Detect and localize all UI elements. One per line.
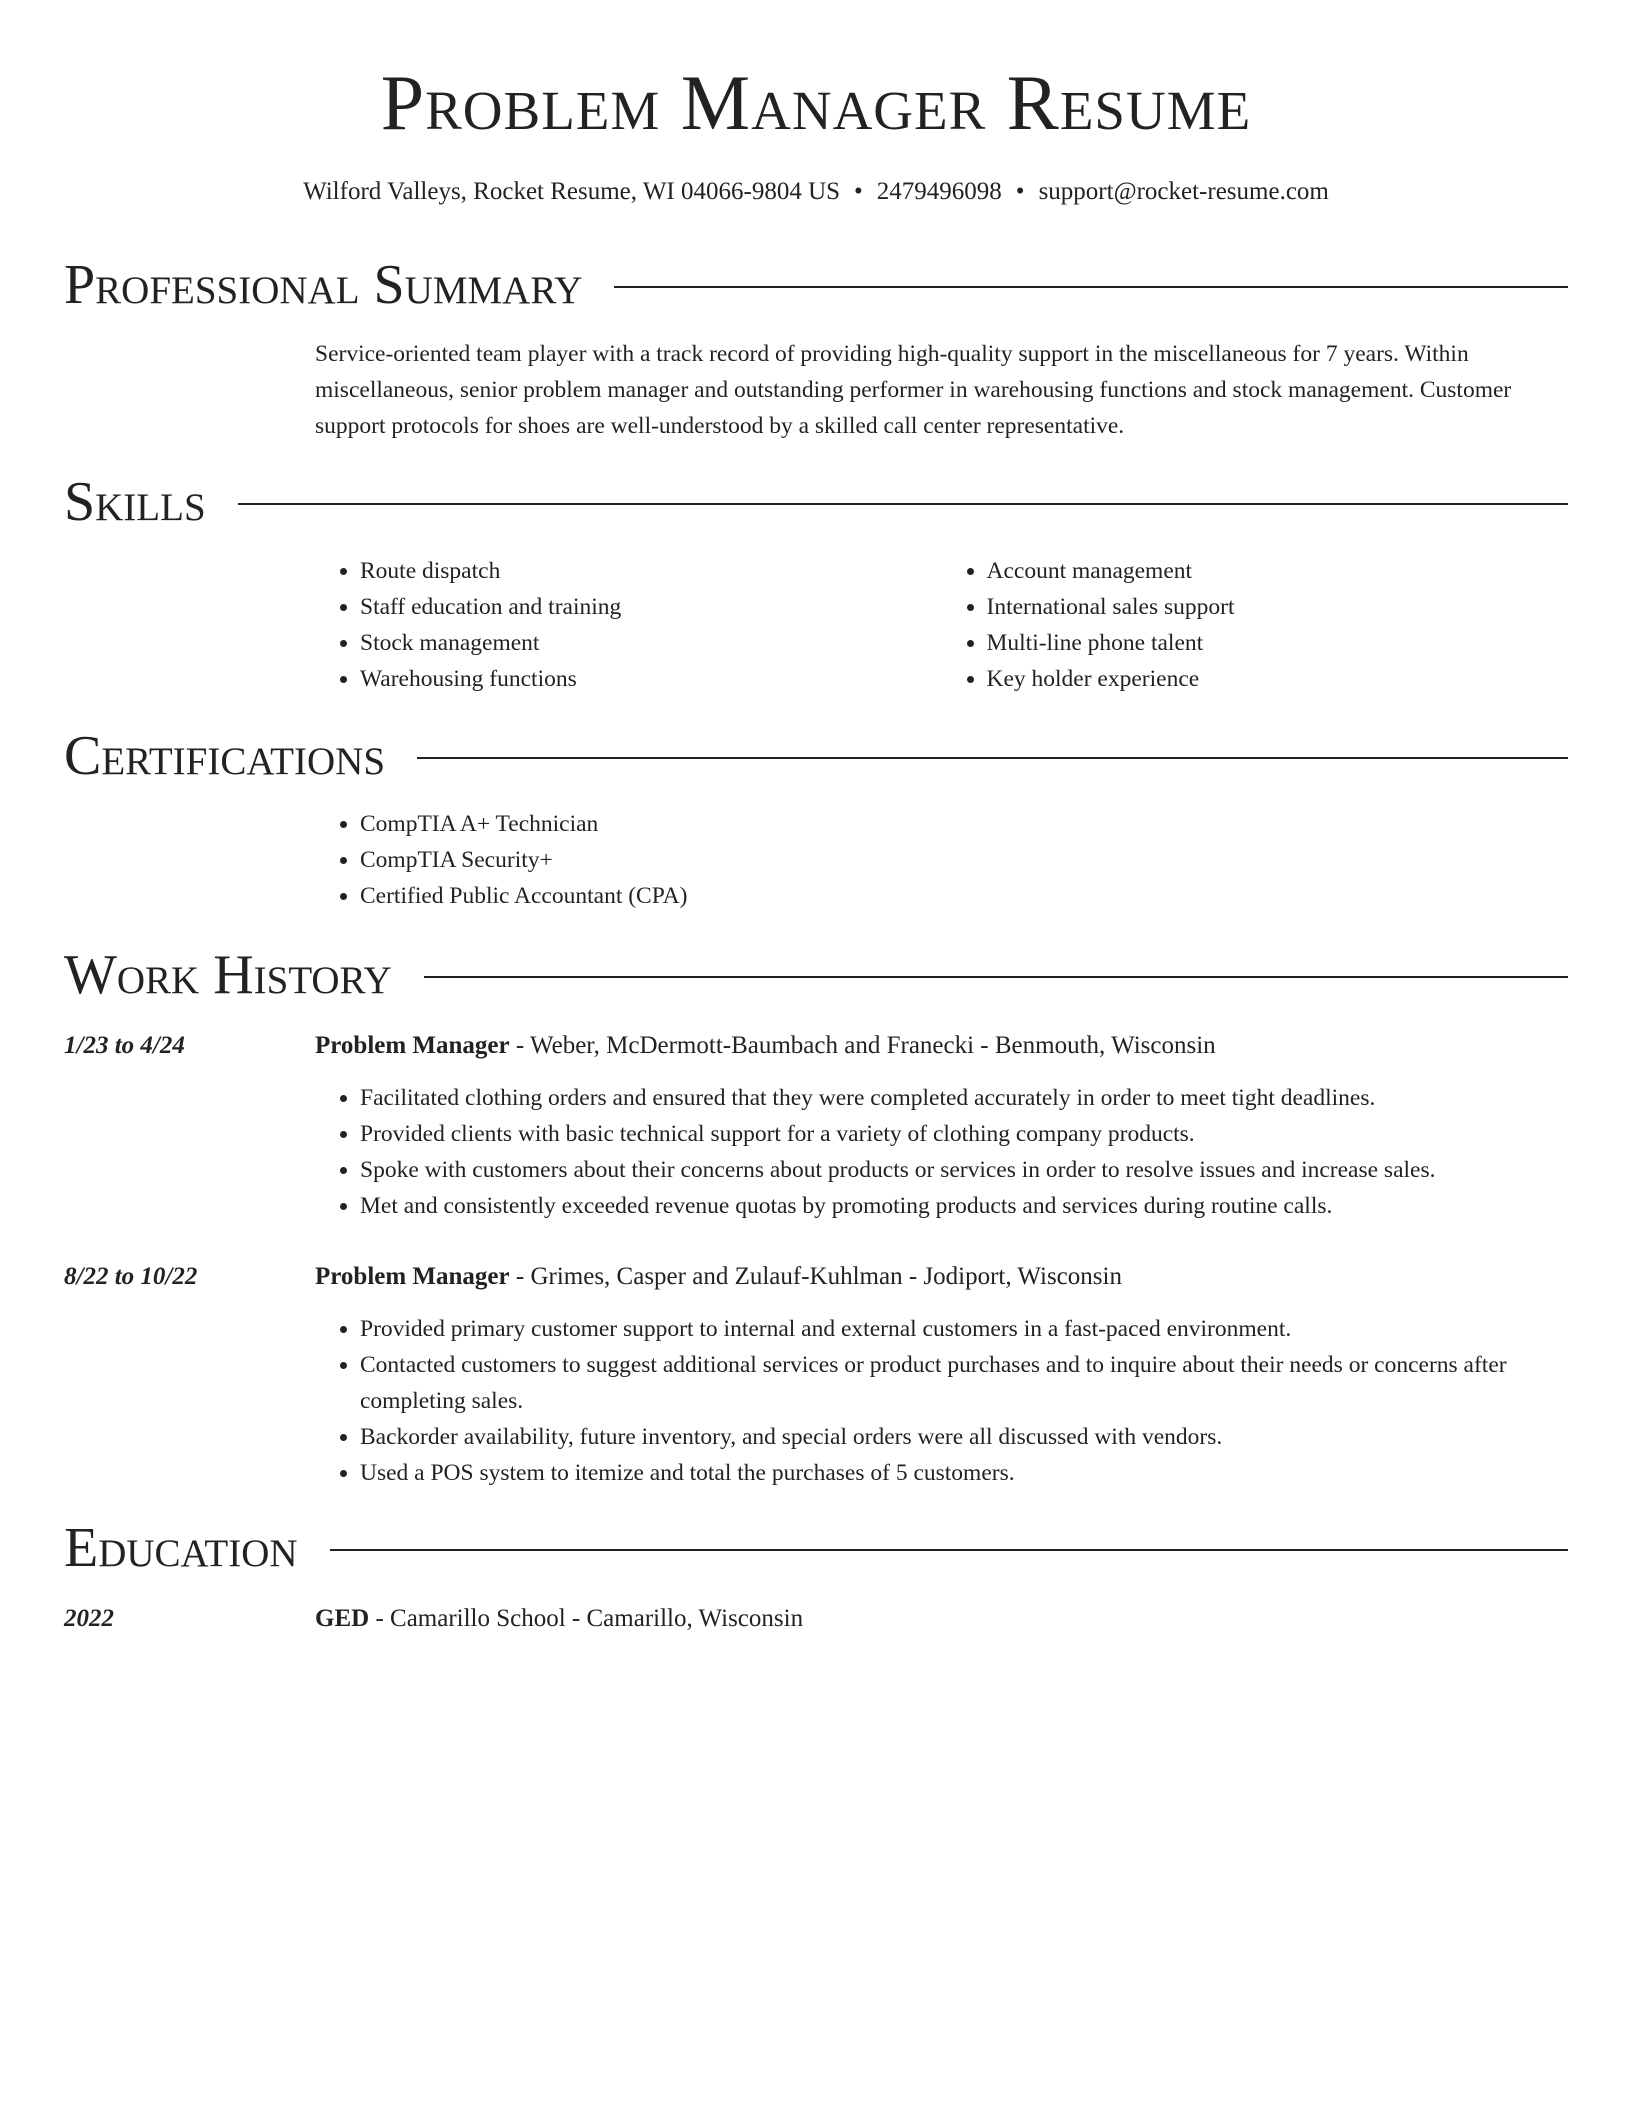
job-employer: - Grimes, Casper and Zulauf-Kuhlman - Jodiport, Wisconsin	[509, 1263, 1122, 1290]
section-header-skills	[64, 469, 1568, 535]
summary-section	[315, 336, 1568, 444]
certifications-list	[315, 806, 1568, 914]
job-bullet: • Backorder availability, future inventory, and special orders were all discussed with vendors.	[360, 1419, 1568, 1455]
section-header-summary	[64, 252, 1568, 318]
job-heading	[315, 1028, 1568, 1064]
contact-email: support@rocket-resume.com	[1038, 178, 1329, 205]
education-degree: GED	[315, 1605, 370, 1632]
skill-item: • Account management	[987, 553, 1569, 589]
section-title-summary: Professional Summary	[64, 254, 583, 316]
job-bullets	[315, 1080, 1568, 1224]
section-header-education	[64, 1515, 1568, 1581]
education-date: 2022	[64, 1605, 114, 1632]
education-entry	[315, 1601, 1568, 1653]
certifications-section	[315, 806, 1568, 914]
skills-section	[315, 553, 1568, 697]
skill-item: • Stock management	[360, 625, 942, 661]
section-header-certifications	[64, 723, 1568, 789]
contact-address: Wilford Valleys, Rocket Resume, WI 04066-9804 US	[303, 178, 841, 205]
job-bullet: • Met and consistently exceeded revenue quotas by promoting products and services during routine calls.	[360, 1188, 1568, 1224]
section-divider	[614, 286, 1568, 288]
section-divider	[417, 757, 1568, 759]
job-entry	[315, 1028, 1568, 1224]
section-title-education: Education	[64, 1517, 298, 1579]
skills-list-left	[315, 553, 942, 697]
section-title-skills: Skills	[64, 471, 206, 533]
skill-item: • Multi-line phone talent	[987, 625, 1569, 661]
section-divider	[330, 1549, 1568, 1551]
skill-item: • Warehousing functions	[360, 661, 942, 697]
contact-phone: 2479496098	[876, 178, 1002, 205]
job-bullet: • Spoke with customers about their concerns about products or services in order to resolve issues and increase sales.	[360, 1152, 1568, 1188]
skill-item: • Route dispatch	[360, 553, 942, 589]
summary-text: Service-oriented team player with a track record of providing high-quality support in the miscellaneous for 7 years. Within miscellaneous, senior problem manager and outstanding performer in warehousing functions and stock management. Customer support protocols for shoes are well-understood by a skilled call center representative.	[315, 341, 1512, 439]
resume-title: Problem Manager Resume	[380, 59, 1252, 146]
skill-item: • Key holder experience	[987, 661, 1569, 697]
contact-separator: •	[854, 178, 863, 205]
job-employer: - Weber, McDermott-Baumbach and Franecki - Benmouth, Wisconsin	[509, 1032, 1216, 1059]
job-role: Problem Manager	[315, 1032, 510, 1059]
certification-item: • CompTIA A+ Technician	[360, 806, 1568, 842]
section-title-certifications: Certifications	[64, 725, 386, 787]
job-role: Problem Manager	[315, 1263, 510, 1290]
education-heading	[315, 1601, 1568, 1637]
contact-separator: •	[1015, 178, 1025, 205]
section-divider	[424, 976, 1568, 978]
job-bullet: • Provided primary customer support to internal and external customers in a fast-paced environment.	[360, 1311, 1568, 1347]
job-heading	[315, 1259, 1568, 1295]
skills-list-right	[942, 553, 1569, 697]
education-school: - Camarillo School - Camarillo, Wisconsin	[369, 1605, 804, 1632]
skill-item: • International sales support	[987, 589, 1569, 625]
job-entry	[315, 1259, 1568, 1491]
job-bullet: • Provided clients with basic technical support for a variety of clothing company products.	[360, 1116, 1568, 1152]
job-dates: 1/23 to 4/24	[64, 1032, 185, 1059]
section-divider	[238, 503, 1568, 505]
job-bullet: • Facilitated clothing orders and ensured that they were completed accurately in order to meet tight deadlines.	[360, 1080, 1568, 1116]
certification-item: • Certified Public Accountant (CPA)	[360, 878, 1568, 914]
certification-item: • CompTIA Security+	[360, 842, 1568, 878]
job-bullet: • Contacted customers to suggest additional services or product purchases and to inquire about their needs or concerns after completing sales.	[360, 1347, 1568, 1419]
section-header-work-history	[64, 942, 1568, 1008]
skill-item: • Staff education and training	[360, 589, 942, 625]
job-bullet: • Used a POS system to itemize and total the purchases of 5 customers.	[360, 1455, 1568, 1491]
section-title-work-history: Work History	[64, 944, 392, 1006]
job-dates: 8/22 to 10/22	[64, 1263, 198, 1290]
job-bullets	[315, 1311, 1568, 1491]
contact-line	[0, 174, 1632, 210]
